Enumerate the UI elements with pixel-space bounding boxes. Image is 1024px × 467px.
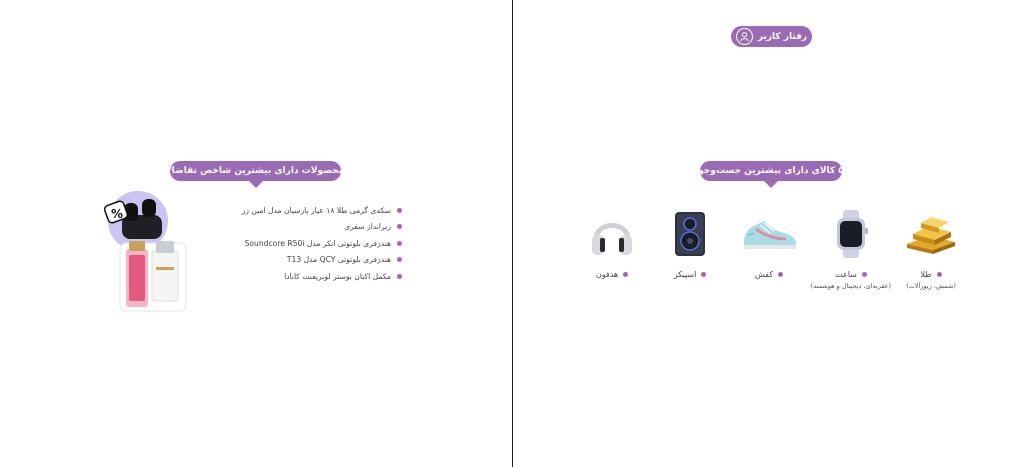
bullet-dot [397, 208, 402, 213]
product-gold-name: طلا [920, 270, 932, 279]
product-headphones [572, 208, 652, 279]
bullet-dot [937, 272, 942, 277]
bullet-dot [701, 272, 706, 277]
product-gold-sub: (شمش، زیورآلات) [906, 282, 956, 290]
product-speaker [650, 208, 730, 279]
sale-badge-text: % [111, 207, 124, 221]
earbuds-case-icon [122, 199, 162, 239]
top5-searched-label: ۵ کالای دارای بیشترین جست‌وجو [698, 166, 844, 176]
product-shoe [729, 208, 809, 279]
bullet-dot [862, 272, 867, 277]
list-item: مکمل اکتان بوستر لوبریفنت کانادا [222, 268, 402, 285]
bullet-dot [397, 274, 402, 279]
user-behavior-label: رفتار کاربر [757, 31, 808, 42]
product-shoe-name: کفش [754, 270, 774, 279]
headphones-icon [590, 211, 634, 257]
top5-searched-pill [700, 161, 842, 181]
product-speaker-name: اسپیکر [673, 270, 697, 279]
speaker-icon [673, 210, 707, 258]
list-item: زیرانداز سفری [222, 219, 402, 236]
smartwatch-icon [831, 210, 871, 258]
product-gold [891, 208, 971, 290]
bullet-dot [397, 241, 402, 246]
list-item: سکه‌ی گرمی طلا ۱۸ عیار پارسیان مدل امین زر [222, 202, 402, 219]
products-collage [100, 185, 190, 315]
gold-bars-icon [903, 214, 959, 254]
list-item: هندزفری بلوتوثی انکر مدل Soundcore R50i [222, 235, 402, 252]
bullet-dot [397, 224, 402, 229]
product-watch-sub: (عقربه‌ای، دیجیتال و هوشمند) [810, 282, 891, 290]
high-demand-products-label: محصولات دارای بیشترین شاخص تقاضا* [166, 166, 345, 176]
product-watch [811, 208, 891, 290]
user-behavior-pill [731, 26, 812, 47]
high-demand-list [222, 202, 402, 285]
product-watch-name: ساعت [835, 270, 857, 279]
sneaker-icon [740, 217, 798, 251]
serum-bottle-icon [126, 241, 148, 307]
list-item: هندزفری بلوتوثی QCY مدل T13 [222, 252, 402, 269]
bullet-dot [778, 272, 783, 277]
bullet-dot [623, 272, 628, 277]
bullet-dot [397, 257, 402, 262]
product-headphones-name: هدفون [595, 270, 619, 279]
page-divider [512, 0, 513, 467]
high-demand-products-pill [166, 161, 345, 181]
user-icon [736, 28, 753, 45]
